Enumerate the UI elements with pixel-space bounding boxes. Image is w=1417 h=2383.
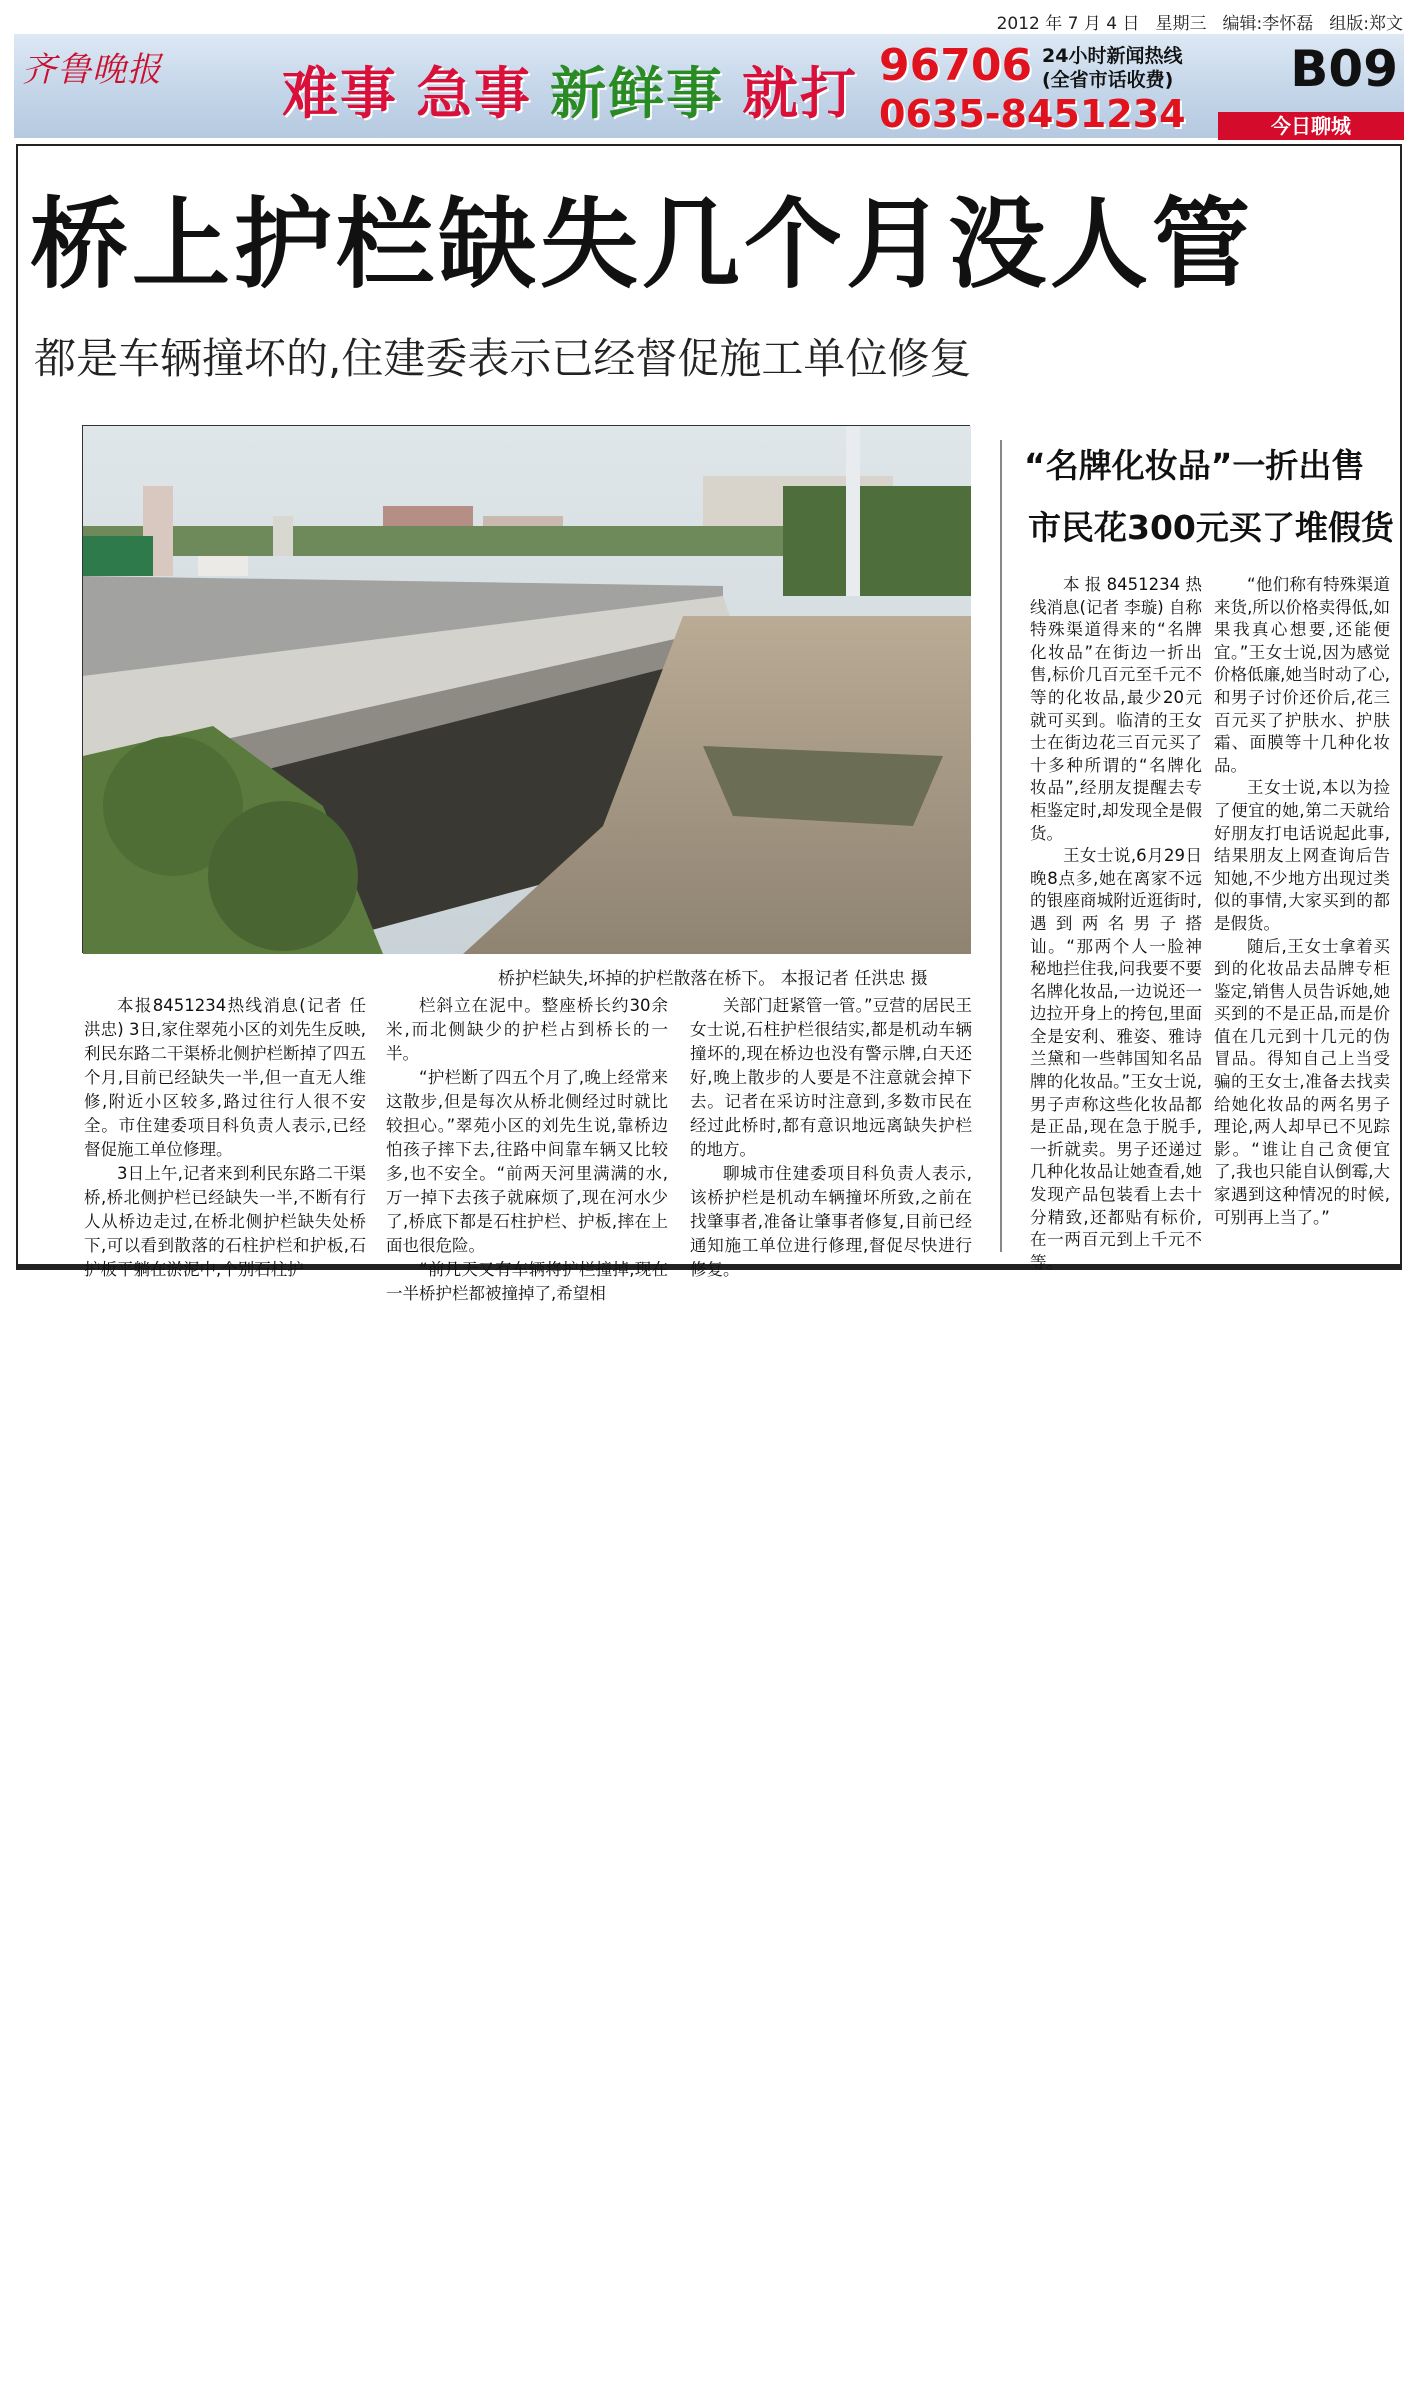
article-paragraph: 关部门赶紧管一管。”豆营的居民王女士说,石柱护栏很结实,都是机动车辆撞坏的,现在桥边也没有警示牌,白天还好,晚上散步的人要是不注意就会掉下去。记者在采访时注意到,多数市民在经过此桥时,都有意识地远离缺失护栏的地方。 <box>690 996 972 1159</box>
article-paragraph: 聊城市住建委项目科负责人表示,该桥护栏是机动车辆撞坏所致,之前在找肇事者,准备让肇事者修复,目前已经通知施工单位进行修理,督促尽快进行修复。 <box>690 1164 972 1279</box>
hotline-note-line2: (全省市话收费) <box>1042 69 1174 91</box>
editor-credit: 编辑:李怀磊 <box>1222 13 1314 34</box>
side-paragraph: 王女士说,6月29日晚8点多,她在离家不远的银座商城附近逛街时,遇到两名男子搭讪。“那两个人一脸神秘地拦住我,问我要不要名牌化妆品,一边说还一边拉开身上的挎包,里面全是安利、雅姿、雅诗兰黛和一些韩国知名品牌的化妆品。”王女士说,男子声称这些化妆品都是正品,现在急于脱手,一折就卖。男子还递过几种化妆品让她查看,她发现产品包装看上去十分精致,还都贴有标价,在一两百元到上千元不等。 <box>1030 846 1202 1272</box>
article-paragraph: “护栏断了四五个月了,晚上经常来这散步,但是每次从桥北侧经过时就比较担心。”翠苑小区的刘先生说,靠桥边怕孩子摔下去,往路中间靠车辆又比较多,也不安全。“前两天河里满满的水,万一掉下去孩子就麻烦了,现在河水少了,桥底下都是石柱护栏、护板,摔在上面也很危险。 <box>386 1068 668 1255</box>
side-paragraph: 王女士说,本以为捡了便宜的她,第二天就给好朋友打电话说起此事,结果朋友上网查询后告知她,不少地方出现过类似的事情,大家买到的都是假货。 <box>1214 778 1390 933</box>
hotline-slogan <box>282 50 858 130</box>
side-column-1 <box>1030 574 1202 1272</box>
side-paragraph: “他们称有特殊渠道来货,所以价格卖得低,如果我真心想要,还能便宜。”王女士说,因为感觉价格低廉,她当时动了心,和男子讨价还价后,花三百元买了护肤水、护肤霜、面膜等十几种化妆品。 <box>1214 575 1390 775</box>
side-paragraph: 本报8451234热线消息(记者 李璇) 自称特殊渠道得来的“名牌化妆品”在街边一折出售,标价几百元至千元不等的化妆品,最少20元就可买到。临清的王女士在街边花三百元买了十多种所谓的“名牌化妆品”,经朋友提醒去专柜鉴定时,却发现全是假货。 <box>1030 575 1202 843</box>
article-paragraph: 栏斜立在泥中。整座桥长约30余米,而北侧缺少的护栏占到桥长的一半。 <box>386 996 668 1063</box>
hotline-note <box>1042 44 1182 92</box>
article-paragraph: 3日上午,记者来到利民东路二干渠桥,桥北侧护栏已经缺失一半,不断有行人从桥边走过,在桥北侧护栏缺失处桥下,可以看到散落的石柱护栏和护板,石护板平躺在淤泥中,个别石柱护 <box>84 1164 366 1279</box>
slogan-word-3: 新鲜事 <box>550 62 724 127</box>
bridge-photo <box>82 425 970 953</box>
issue-date: 2012 年 7 月 4 日 <box>996 13 1140 34</box>
slogan-word-2: 急事 <box>416 62 532 127</box>
slogan-word-1: 难事 <box>282 62 398 127</box>
side-headline-1: “名牌化妆品”一折出售 <box>1024 446 1365 485</box>
side-headline-2: 市民花300元买了堆假货 <box>1028 508 1394 547</box>
article-paragraph: “前几天又有车辆将护栏撞掉,现在一半桥护栏都被撞掉了,希望相 <box>386 1260 668 1303</box>
page-number: B09 <box>1290 40 1398 98</box>
article-column-1 <box>84 994 366 1279</box>
article-column-3 <box>690 994 972 1279</box>
side-column-2 <box>1214 574 1390 1244</box>
hotline-note-line1: 24小时新闻热线 <box>1042 45 1183 67</box>
main-headline: 桥上护栏缺失几个月没人管 <box>30 188 1255 302</box>
bridge-photo-image <box>83 426 971 954</box>
hotline-full: 0635-8451234 <box>879 92 1186 136</box>
photo-caption: 桥护栏缺失,坏掉的护栏散落在桥下。 本报记者 任洪忠 摄 <box>498 969 928 989</box>
section-tag: 今日聊城 <box>1218 112 1404 140</box>
slogan-word-4: 就打 <box>742 62 858 127</box>
layout-credit: 组版:郑文 <box>1329 13 1403 34</box>
article-paragraph: 本报8451234热线消息(记者 任洪忠) 3日,家住翠苑小区的刘先生反映,利民东路二干渠桥北侧护栏断掉了四五个月,目前已经缺失一半,但一直无人维修,附近小区较多,路过往行人很不安全。市住建委项目科负责人表示,已经督促施工单位修理。 <box>84 996 366 1159</box>
page-meta <box>996 8 1403 34</box>
article-column-2 <box>386 994 668 1303</box>
hotline-short: 96706 <box>879 40 1033 91</box>
column-divider <box>1000 440 1002 1252</box>
newspaper-logo: 齐鲁晚报 <box>22 50 162 90</box>
header-banner <box>14 34 1404 138</box>
side-paragraph: 随后,王女士拿着买到的化妆品去品牌专柜鉴定,销售人员告诉她,她买到的不是正品,而是价值在几元到十几元的伪冒品。得知自己上当受骗的王女士,准备去找卖给她化妆品的两名男子理论,两人却早已不见踪影。“谁让自己贪便宜了,我也只能自认倒霉,大家遇到这种情况的时候,可别再上当了。” <box>1214 936 1390 1227</box>
main-subhead: 都是车辆撞坏的,住建委表示已经督促施工单位修复 <box>34 334 972 383</box>
issue-weekday: 星期三 <box>1155 13 1207 34</box>
